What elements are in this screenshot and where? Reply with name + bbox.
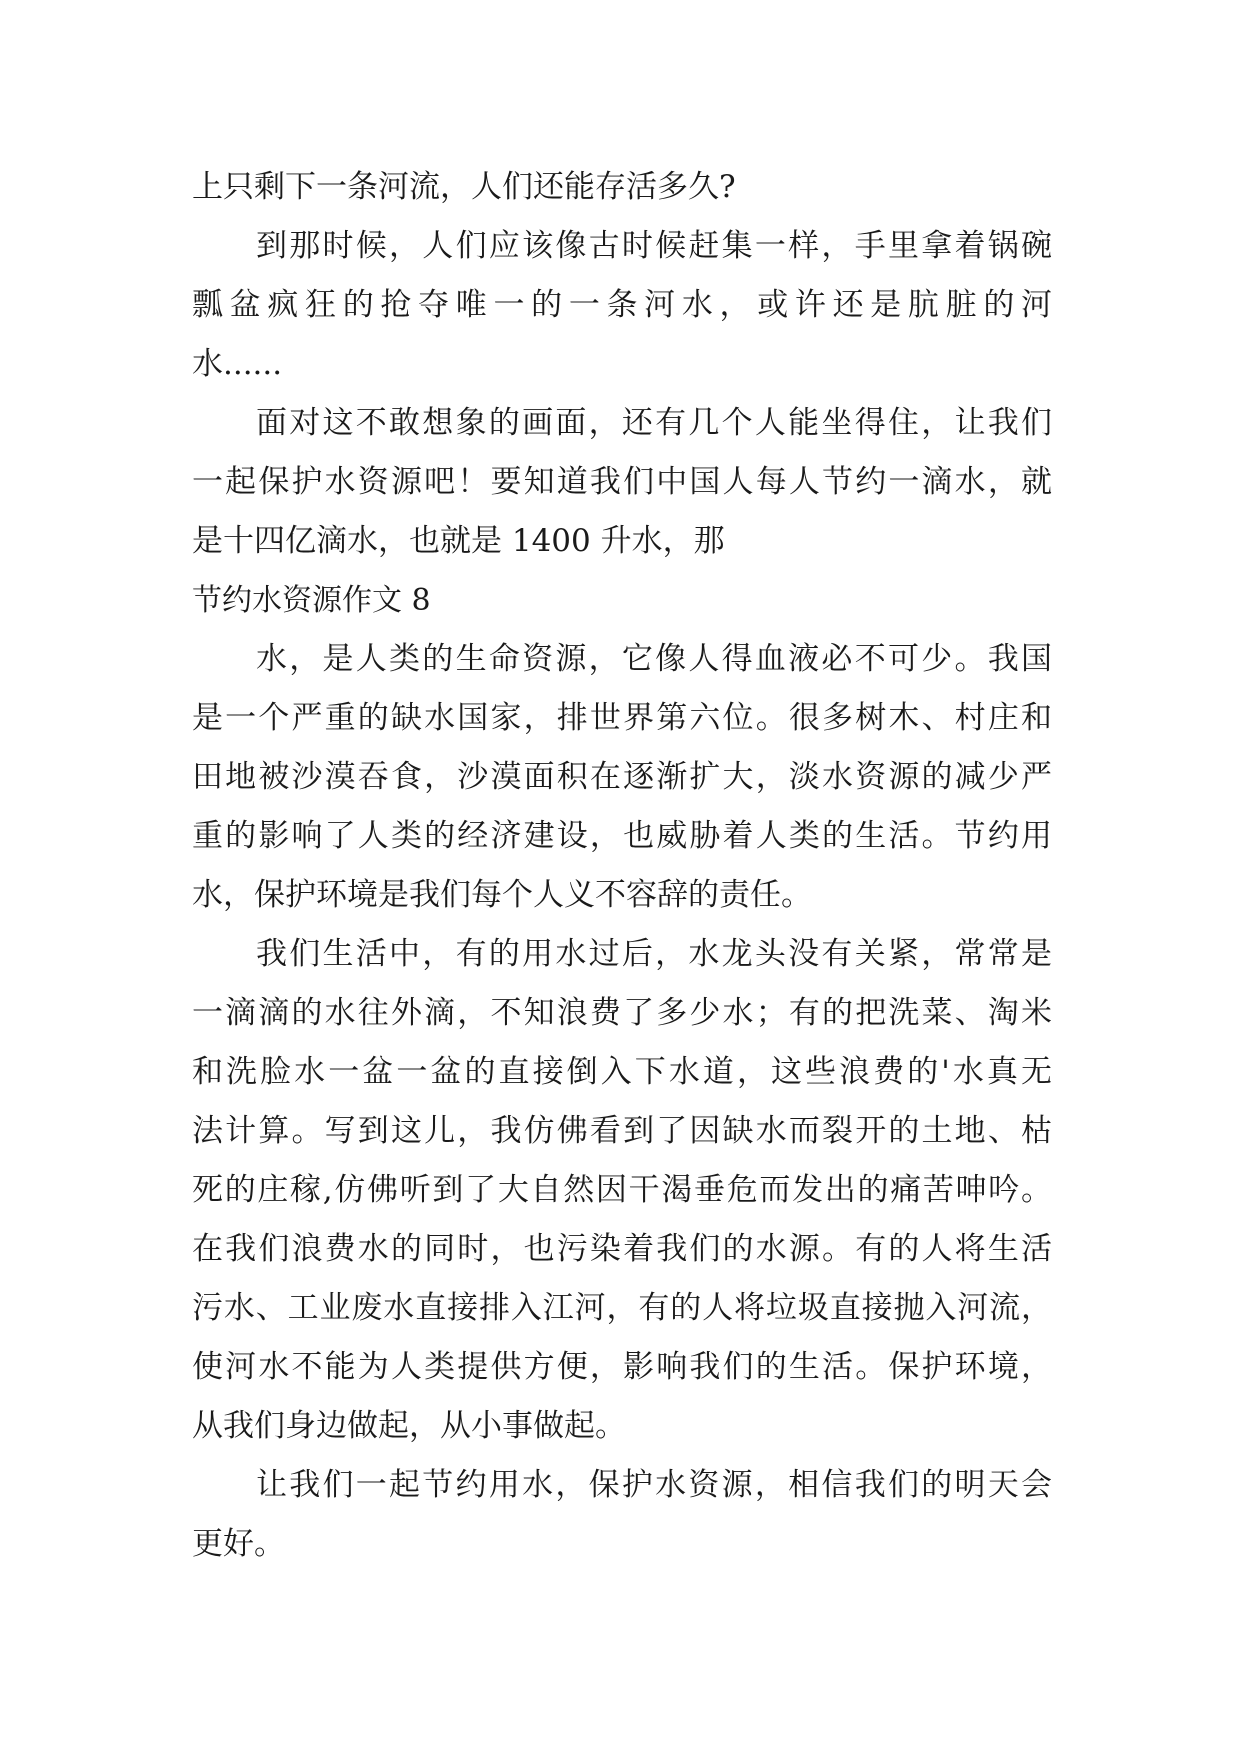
text-line: 到那时候，人们应该像古时候赶集一样，手里拿着锅碗 <box>256 228 1052 264</box>
text-line: 是十四亿滴水，也就是 1400 升水，那 <box>192 523 725 559</box>
text-line: 我们生活中，有的用水过后，水龙头没有关紧，常常是 <box>256 936 1052 972</box>
section-heading: 节约水资源作文 8 <box>192 583 431 618</box>
text-line: 田地被沙漠吞食，沙漠面积在逐渐扩大，淡水资源的减少严 <box>192 759 1052 795</box>
text-line: 是一个严重的缺水国家，排世界第六位。很多树木、村庄和 <box>192 700 1052 736</box>
text-line: 法计算。写到这儿，我仿佛看到了因缺水而裂开的土地、枯 <box>192 1113 1052 1149</box>
text-line: 一起保护水资源吧！要知道我们中国人每人节约一滴水，就 <box>192 464 1052 500</box>
text-line: 和洗脸水一盆一盆的直接倒入下水道，这些浪费的'水真无 <box>192 1054 1052 1090</box>
text-line: 死的庄稼,仿佛听到了大自然因干渴垂危而发出的痛苦呻吟。 <box>192 1172 1052 1208</box>
text-line: 污水、工业废水直接排入江河，有的人将垃圾直接抛入河流， <box>192 1290 1052 1326</box>
text-line: 面对这不敢想象的画面，还有几个人能坐得住，让我们 <box>256 405 1052 441</box>
text-line: 一滴滴的水往外滴，不知浪费了多少水；有的把洗菜、淘米 <box>192 995 1052 1031</box>
text-line: 瓢盆疯狂的抢夺唯一的一条河水，或许还是肮脏的河 <box>192 287 1052 323</box>
text-line: 更好。 <box>192 1526 285 1562</box>
text-line: 水，保护环境是我们每个人义不容辞的责任。 <box>192 877 812 913</box>
text-line: 水...... <box>192 346 283 382</box>
text-line: 重的影响了人类的经济建设，也威胁着人类的生活。节约用 <box>192 818 1052 854</box>
text-line: 上只剩下一条河流，人们还能存活多久? <box>192 169 736 205</box>
text-line: 从我们身边做起，从小事做起。 <box>192 1408 626 1444</box>
text-line: 水，是人类的生命资源，它像人得血液必不可少。我国 <box>256 641 1052 677</box>
document-body <box>192 158 1052 1574</box>
text-line: 让我们一起节约用水，保护水资源，相信我们的明天会 <box>256 1467 1052 1503</box>
text-line: 使河水不能为人类提供方便，影响我们的生活。保护环境， <box>192 1349 1052 1385</box>
text-line: 在我们浪费水的同时，也污染着我们的水源。有的人将生活 <box>192 1231 1052 1267</box>
